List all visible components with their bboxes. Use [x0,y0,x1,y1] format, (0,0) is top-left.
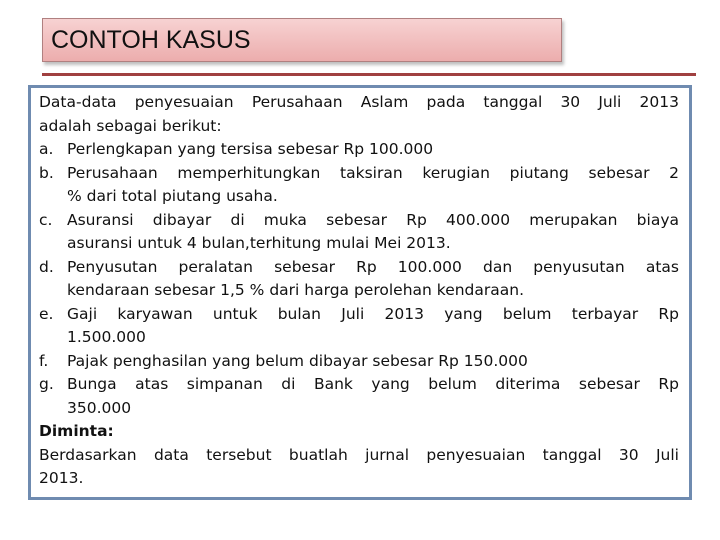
intro-line-2: adalah sebagai berikut: [39,116,222,135]
list-item-text-cont: asuransi untuk 4 bulan,terhitung mulai Mei 2013. [67,234,451,252]
list-marker: d. [39,257,54,276]
list-item-text: Perlengkapan yang tersisa sebesar Rp 100.000 [67,140,434,158]
list-item-text: Bunga atas simpanan di Bank yang belum diterima sebesar Rp [67,375,679,393]
list-item-text: Penyusutan peralatan sebesar Rp 100.000 dan penyusutan atas [67,257,679,276]
list-item-g [39,373,679,420]
list-item-d [39,256,679,303]
list-item-text-cont: % dari total piutang usaha. [67,187,278,205]
list-item-c [39,209,679,256]
content-box [28,85,692,500]
list-item-a [39,138,679,162]
list-item-text: Pajak penghasilan yang belum dibayar sebesar Rp 150.000 [67,351,528,370]
list-marker: c. [39,210,53,229]
list-item-e [39,303,679,350]
list-item-f [39,350,679,374]
list-item-text: Gaji karyawan untuk bulan Juli 2013 yang belum terbayar Rp [67,304,679,323]
list-item-text-cont: kendaraan sebesar 1,5 % dari harga perolehan kendaraan. [67,281,525,299]
list-item-text-cont: 350.000 [67,398,132,417]
list-marker: b. [39,163,54,182]
title-underline [42,73,696,76]
list-item-text-cont: 1.500.000 [67,328,146,346]
diminta-line-2: 2013. [39,469,84,487]
list-marker: f. [39,351,49,370]
diminta-label: Diminta: [39,422,114,440]
list-item-text: Perusahaan memperhitungkan taksiran kerugian piutang sebesar 2 [67,163,679,182]
list-marker: a. [39,140,54,158]
slide-title: CONTOH KASUS [51,25,251,54]
list-item-text: Asuransi dibayar di muka sebesar Rp 400.000 merupakan biaya [67,210,679,229]
list-marker: e. [39,304,54,323]
intro-line-1: Data-data penyesuaian Perusahaan Aslam pada tanggal 30 Juli 2013 [39,93,679,111]
list-item-b [39,162,679,209]
list-marker: g. [39,375,54,393]
diminta-line-1: Berdasarkan data tersebut buatlah jurnal penyesuaian tanggal 30 Juli [39,445,679,464]
title-box [42,18,562,62]
